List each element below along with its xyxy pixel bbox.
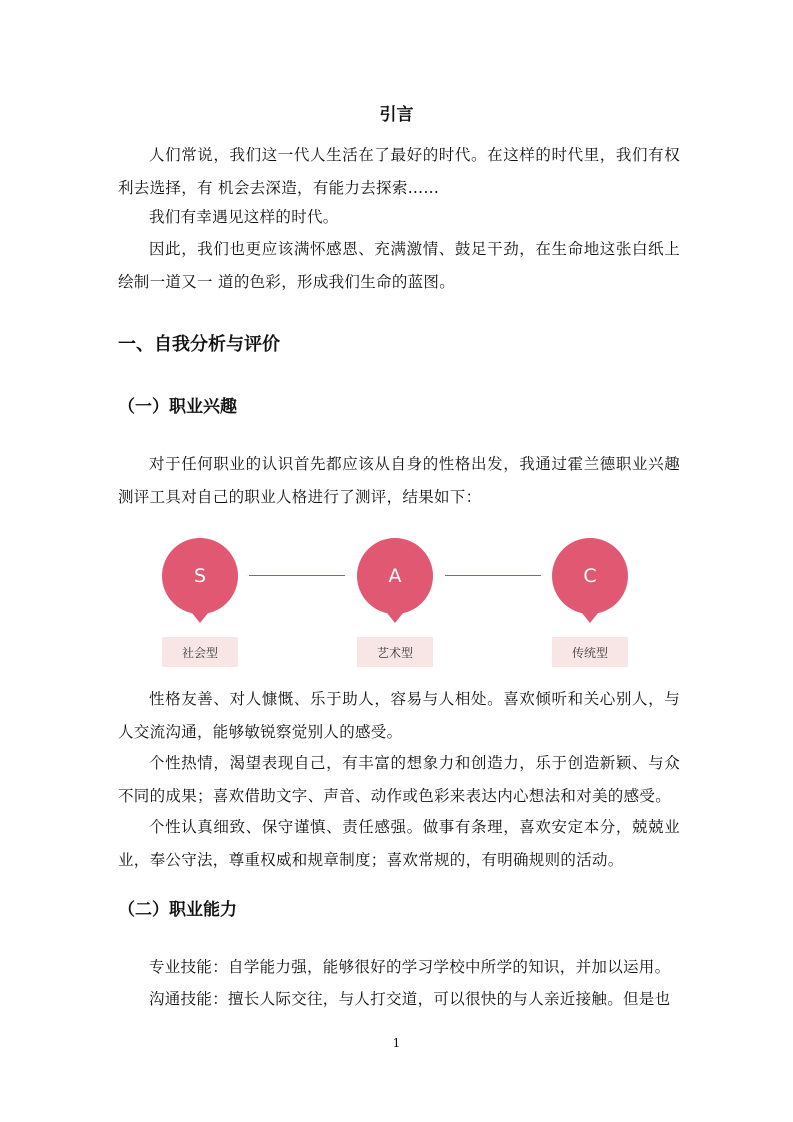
section-heading-self-analysis: 一、自我分析与评价: [118, 334, 280, 355]
pointer-s: [192, 613, 208, 623]
code-label-s: 社会型: [162, 637, 238, 667]
page-title: 引言: [379, 105, 414, 125]
code-circle-a: A: [357, 538, 433, 614]
code-label-a: 艺术型: [357, 637, 433, 667]
connector-line-1: [249, 575, 345, 576]
conventional-type-description: 个性认真细致、保守谨慎、责任感强。做事有条理，喜欢安定本分，兢兢业业，奉公守法，尊重权威和规章制度；喜欢常规的，有明确规则的活动。: [118, 818, 680, 869]
professional-skill-paragraph: 专业技能：自学能力强，能够很好的学习学校中所学的知识，并加以运用。: [149, 958, 671, 976]
communication-skill-paragraph: 沟通技能：擅长人际交往，与人打交道，可以很快的与人亲近接触。但是也: [149, 990, 671, 1008]
code-circle-c: C: [552, 538, 628, 614]
subsection-heading-interest: （一）职业兴趣: [118, 397, 237, 417]
code-label-c: 传统型: [552, 637, 628, 667]
intro-paragraph-1: 人们常说，我们这一代人生活在了最好的时代。在这样的时代里，我们有权利去选择，有 机会去深造，有能力去探索……: [118, 146, 680, 197]
intro-paragraph-3: 因此，我们也更应该满怀感恩、充满激情、鼓足干劲，在生命地这张白纸上绘制一道又一 道的色彩，形成我们生命的蓝图。: [118, 240, 680, 291]
interest-intro-paragraph: 对于任何职业的认识首先都应该从自身的性格出发，我通过霍兰德职业兴趣测评工具对自己的职业人格进行了测评，结果如下：: [118, 455, 680, 506]
code-circle-s: S: [162, 538, 238, 614]
holland-code-diagram: [0, 528, 793, 678]
page-number: 1: [392, 1036, 401, 1050]
pointer-a: [387, 613, 403, 623]
pointer-c: [582, 613, 598, 623]
subsection-heading-ability: （二）职业能力: [118, 900, 237, 920]
artistic-type-description: 个性热情，渴望表现自己，有丰富的想象力和创造力，乐于创造新颖、与众不同的成果；喜欢借助文字、声音、动作或色彩来表达内心想法和对美的感受。: [118, 754, 680, 805]
connector-line-2: [445, 575, 541, 576]
social-type-description: 性格友善、对人慷慨、乐于助人，容易与人相处。喜欢倾听和关心别人，与人交流沟通，能够敏锐察觉别人的感受。: [118, 690, 680, 741]
intro-paragraph-2: 我们有幸遇见这样的时代。: [149, 208, 339, 226]
